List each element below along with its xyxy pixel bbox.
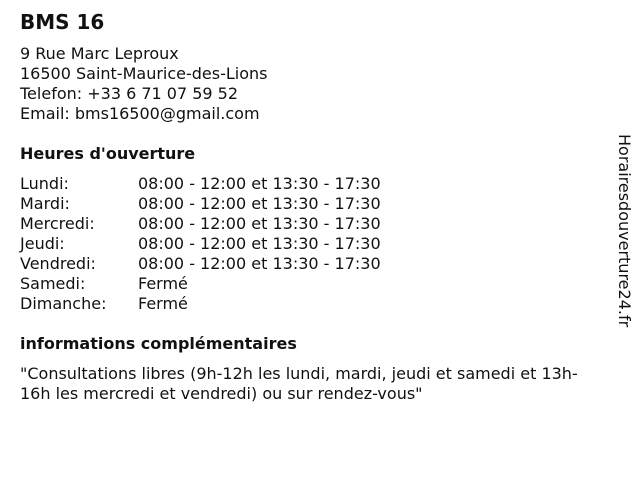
info-title: informations complémentaires bbox=[20, 334, 297, 353]
hours-row-thursday bbox=[20, 234, 600, 254]
hours-list bbox=[20, 174, 600, 314]
hours-row-wednesday bbox=[20, 214, 600, 234]
hours-time: 08:00 - 12:00 et 13:30 - 17:30 bbox=[138, 194, 381, 213]
info-text: "Consultations libres (9h-12h les lundi, mardi, jeudi et samedi et 13h-16h les mercredi et vendredi) ou sur rendez-vous" bbox=[20, 364, 578, 403]
address-line-1: 9 Rue Marc Leproux bbox=[20, 44, 179, 63]
hours-row-saturday bbox=[20, 274, 600, 294]
business-card bbox=[20, 8, 600, 404]
hours-time: 08:00 - 12:00 et 13:30 - 17:30 bbox=[138, 254, 381, 273]
hours-day: Lundi: bbox=[20, 174, 69, 193]
hours-row-sunday bbox=[20, 294, 600, 314]
hours-title: Heures d'ouverture bbox=[20, 144, 196, 163]
hours-time: 08:00 - 12:00 et 13:30 - 17:30 bbox=[138, 174, 381, 193]
hours-day: Vendredi: bbox=[20, 254, 96, 273]
hours-day: Samedi: bbox=[20, 274, 86, 293]
brand-vertical-text: Horairesdouverture24.fr bbox=[615, 134, 634, 328]
hours-day: Mardi: bbox=[20, 194, 70, 213]
hours-day: Mercredi: bbox=[20, 214, 95, 233]
hours-row-monday bbox=[20, 174, 600, 194]
hours-day: Jeudi: bbox=[20, 234, 65, 253]
phone-line: Telefon: +33 6 71 07 59 52 bbox=[20, 84, 239, 103]
hours-time: Fermé bbox=[138, 274, 188, 293]
address-line-2: 16500 Saint-Maurice-des-Lions bbox=[20, 64, 268, 83]
hours-time: Fermé bbox=[138, 294, 188, 313]
email-line: Email: bms16500@gmail.com bbox=[20, 104, 260, 123]
hours-row-friday bbox=[20, 254, 600, 274]
business-name: BMS 16 bbox=[20, 10, 105, 34]
hours-time: 08:00 - 12:00 et 13:30 - 17:30 bbox=[138, 234, 381, 253]
hours-day: Dimanche: bbox=[20, 294, 107, 313]
hours-time: 08:00 - 12:00 et 13:30 - 17:30 bbox=[138, 214, 381, 233]
hours-row-tuesday bbox=[20, 194, 600, 214]
